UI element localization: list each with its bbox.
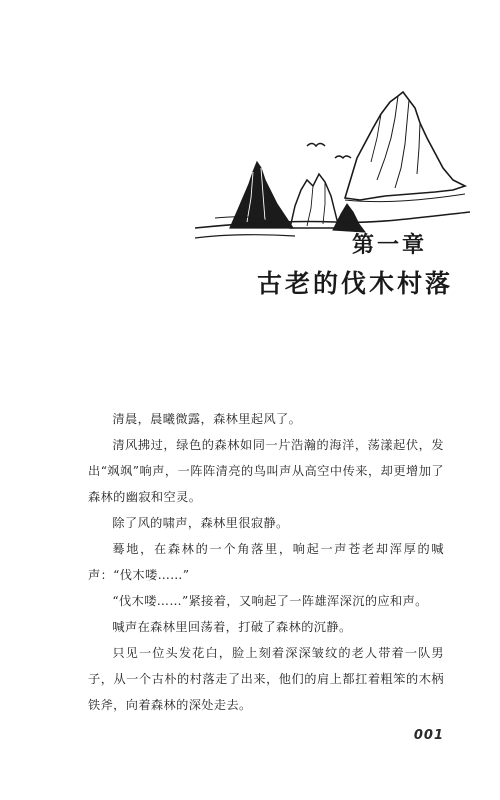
chapter-number: 第一章 (352, 233, 428, 258)
paragraph: 清晨，晨曦微露，森林里起风了。 (112, 412, 302, 426)
body-text (88, 406, 444, 718)
chapter-title: 古老的伐木村落 (257, 269, 454, 298)
paragraph: 喊声在森林里回荡着，打破了森林的沉静。 (112, 620, 352, 634)
paragraph: 除了风的啸声，森林里很寂静。 (112, 516, 289, 530)
page-number: 001 (413, 728, 444, 743)
paragraph: “伐木喽……”紧接着，又响起了一阵雄浑深沉的应和声。 (112, 594, 428, 608)
paragraph: 蓦地，在森林的一个角落里，响起一声苍老却浑厚的喊声：“伐木喽……” (88, 542, 444, 582)
mountain-landscape-icon (195, 88, 470, 263)
paragraph: 只见一位头发花白，脸上刻着深深皱纹的老人带着一队男子，从一个古朴的村落走了出来，他们的肩上都扛着粗笨的木柄铁斧，向着森林的深处走去。 (88, 646, 444, 712)
paragraph: 清风拂过，绿色的森林如同一片浩瀚的海洋，荡漾起伏，发出“飒飒”响声，一阵阵清亮的鸟叫声从高空中传来，却更增加了森林的幽寂和空灵。 (88, 438, 444, 504)
